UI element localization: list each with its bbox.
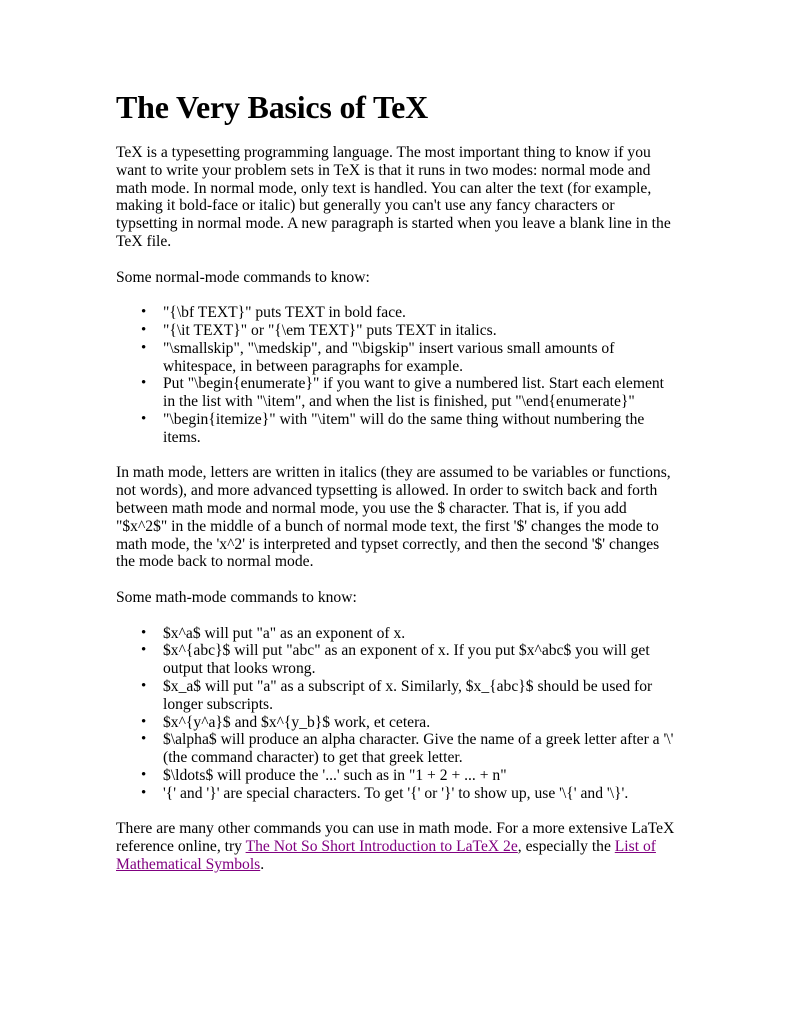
bullet-icon: •	[141, 624, 147, 641]
bullet-icon: •	[141, 375, 147, 392]
list-item	[141, 624, 676, 643]
bullet-icon: •	[141, 642, 147, 659]
bullet-icon: •	[141, 766, 147, 783]
list-item	[141, 339, 676, 376]
intro-paragraph: TeX is a typesetting programming language. The most important thing to know if you want to write your problem sets in TeX is that it runs in two modes: normal mode and math mode. In normal mode, only text is handled. You can alter the text (for example, making it bold-face or italic) but generally you can't use any fancy characters or typsetting in normal mode. A new paragraph is started when you leave a blank line in the TeX file.	[116, 144, 671, 250]
math-mode-heading: Some math-mode commands to know:	[116, 588, 357, 606]
list-item-text: $x^{y^a}$ and $x^{y_b}$ work, et cetera.	[163, 713, 431, 731]
closing-text-middle: , especially the	[517, 838, 615, 856]
bullet-icon: •	[141, 731, 147, 748]
list-item	[141, 642, 676, 678]
math-mode-command-list	[116, 625, 676, 803]
bullet-icon: •	[141, 784, 147, 801]
list-item-text: "\begin{itemize}" with "\item" will do the same thing without numbering the items.	[163, 410, 645, 446]
list-item-text: $\alpha$ will produce an alpha character. Give the name of a greek letter after a '\' (the command character) to get that greek letter.	[163, 731, 674, 767]
closing-paragraph	[116, 820, 676, 873]
closing-text: There are many other commands you can use in math mode. For a more extensive LaTeX reference online, try	[116, 820, 675, 856]
list-item	[141, 321, 676, 340]
closing-text-end: .	[260, 855, 265, 873]
bullet-icon: •	[141, 339, 147, 356]
bullet-icon: •	[141, 321, 147, 338]
list-item-text: "{\it TEXT}" or "{\em TEXT}" puts TEXT in italics.	[163, 321, 497, 339]
list-item	[141, 410, 676, 447]
normal-mode-heading: Some normal-mode commands to know:	[116, 268, 370, 286]
bullet-icon: •	[141, 677, 147, 694]
page-title: The Very Basics of TeX	[116, 89, 429, 125]
list-item	[141, 784, 676, 803]
list-item	[141, 304, 676, 322]
list-item-text: "\smallskip", "\medskip", and "\bigskip" insert various small amounts of whitespace, in between paragraphs for example.	[163, 339, 615, 375]
math-symbols-link[interactable]: List of Mathematical Symbols	[116, 838, 656, 873]
list-item-text: $x^{abc}$ will put "abc" as an exponent of x. If you put $x^abc$ you will get output that looks wrong.	[163, 642, 650, 678]
list-item-text: $\ldots$ will produce the '...' such as in "1 + 2 + ... + n"	[163, 766, 507, 784]
latex-intro-link[interactable]: The Not So Short Introduction to LaTeX 2e	[245, 838, 518, 856]
list-item	[141, 375, 676, 411]
bullet-icon: •	[141, 304, 147, 321]
list-item-text: "{\bf TEXT}" puts TEXT in bold face.	[163, 304, 406, 322]
list-item-text: Put "\begin{enumerate}" if you want to give a numbered list. Start each element in the list with "\item", and when the list is finished, put "\end{enumerate}"	[163, 375, 665, 411]
list-item-text: $x_a$ will put "a" as a subscript of x. Similarly, $x_{abc}$ should be used for longer subscripts.	[163, 677, 653, 713]
bullet-icon: •	[141, 713, 147, 730]
document-page	[116, 88, 676, 891]
list-item	[141, 766, 676, 785]
list-item	[141, 713, 676, 732]
list-item-text: '{' and '}' are special characters. To get '{' or '}' to show up, use '\{' and '\}'.	[163, 784, 629, 802]
normal-mode-command-list	[116, 304, 676, 446]
bullet-icon: •	[141, 410, 147, 427]
list-item	[141, 731, 676, 767]
list-item-text: $x^a$ will put "a" as an exponent of x.	[163, 624, 406, 642]
math-mode-paragraph: In math mode, letters are written in italics (they are assumed to be variables or functions, not words), and more advanced typsetting is allowed. In order to switch back and forth between math mode and normal mode, you use the $ character. That is, if you add "$x^2$" in the middle of a bunch of normal mode text, the first '$' changes the mode to math mode, the 'x^2' is interpreted and typset correctly, and then the second '$' changes the mode back to normal mode.	[116, 464, 671, 571]
list-item	[141, 677, 676, 714]
